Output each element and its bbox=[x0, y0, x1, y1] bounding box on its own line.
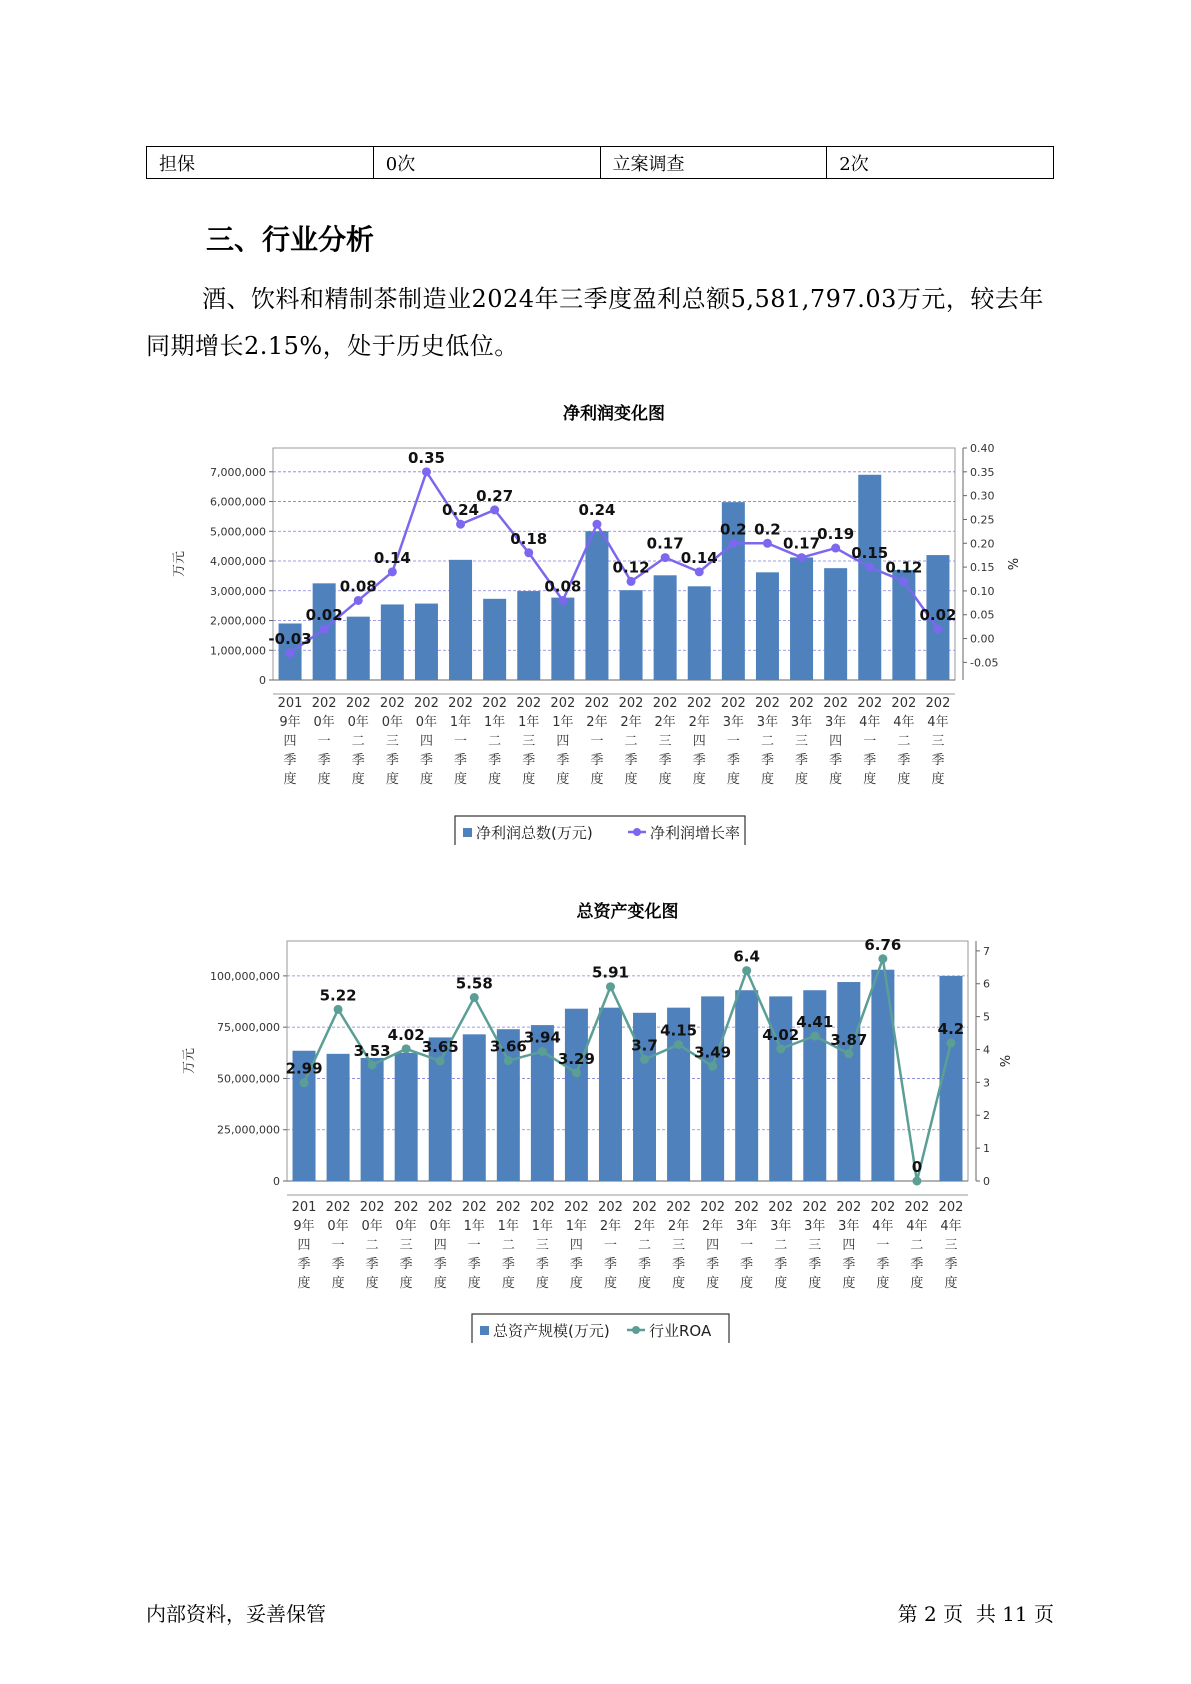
category-label: 202 1年一季度 bbox=[448, 696, 473, 787]
category-label: 202 3年四季度 bbox=[823, 696, 849, 787]
category-label: 202 3年一季度 bbox=[720, 696, 746, 787]
category-label: 202 2年三季度 bbox=[652, 696, 678, 787]
bar bbox=[769, 996, 792, 1181]
left-axis-tick-label: 0 bbox=[259, 674, 266, 687]
right-axis-tick-label: 0.30 bbox=[970, 489, 995, 503]
data-label: -0.03 bbox=[268, 629, 312, 648]
data-label: 0.17 bbox=[783, 534, 821, 553]
data-label: 5.91 bbox=[591, 963, 629, 982]
data-label: 6.76 bbox=[864, 935, 902, 954]
right-axis-tick-label: 0 bbox=[983, 1175, 990, 1188]
left-axis-tick-label: 0 bbox=[273, 1175, 280, 1188]
category-label: 202 4年三季度 bbox=[938, 1200, 964, 1291]
line-point bbox=[592, 520, 601, 529]
category-label: 202 0年一季度 bbox=[311, 696, 337, 787]
category-label: 202 0年四季度 bbox=[414, 696, 439, 787]
data-label: 0.02 bbox=[305, 606, 343, 625]
category-label: 202 1年二季度 bbox=[482, 696, 508, 787]
left-axis-label: 万元 bbox=[182, 1047, 197, 1075]
data-label: 0.24 bbox=[578, 501, 616, 520]
category-label: 202 4年一季度 bbox=[870, 1200, 896, 1291]
category-label: 202 4年二季度 bbox=[904, 1200, 930, 1291]
bar bbox=[858, 475, 881, 680]
right-axis-tick-label: 0.40 bbox=[970, 442, 995, 455]
data-label: 2.99 bbox=[285, 1059, 323, 1078]
bar bbox=[551, 598, 574, 680]
legend-bar-swatch bbox=[480, 1326, 489, 1335]
net-profit-chart-svg bbox=[0, 395, 1191, 845]
right-axis-tick-label: 2 bbox=[983, 1109, 990, 1123]
chart-title: 总资产变化图 bbox=[576, 902, 679, 922]
left-axis-tick-label: 7,000,000 bbox=[210, 465, 266, 479]
category-label: 202 0年一季度 bbox=[325, 1200, 351, 1291]
data-label: 0.02 bbox=[919, 606, 957, 625]
category-label: 202 3年二季度 bbox=[768, 1200, 794, 1291]
line-point bbox=[742, 966, 751, 975]
line-point bbox=[878, 954, 887, 963]
bar bbox=[565, 1009, 588, 1181]
bar bbox=[327, 1054, 350, 1181]
category-label: 202 2年二季度 bbox=[618, 696, 644, 787]
legend-bar-swatch bbox=[463, 828, 472, 837]
right-axis-tick-label: 5 bbox=[983, 1010, 990, 1024]
category-label: 202 2年一季度 bbox=[584, 696, 610, 787]
line-point bbox=[286, 648, 295, 657]
right-axis-tick-label: 0.05 bbox=[970, 608, 995, 622]
category-label: 202 1年二季度 bbox=[495, 1200, 521, 1291]
right-axis-tick-label: 4 bbox=[983, 1043, 990, 1057]
bar bbox=[871, 970, 894, 1181]
data-label: 0.17 bbox=[646, 534, 684, 553]
data-label: 0.19 bbox=[817, 525, 855, 544]
right-axis-tick-label: 0.35 bbox=[970, 465, 995, 479]
data-label: 0.12 bbox=[612, 558, 650, 577]
line-point bbox=[354, 596, 363, 605]
right-axis-tick-label: 0.15 bbox=[970, 561, 995, 575]
table-cell-guarantee-value: 0次 bbox=[373, 147, 600, 179]
data-label: 0.27 bbox=[476, 486, 514, 505]
bar bbox=[688, 586, 711, 680]
category-label: 201 9年四季度 bbox=[291, 1200, 317, 1291]
bar bbox=[415, 604, 438, 680]
data-label: 0.14 bbox=[680, 548, 718, 567]
line-point bbox=[470, 993, 479, 1002]
category-label: 202 3年三季度 bbox=[789, 696, 814, 787]
line-point bbox=[334, 1005, 343, 1014]
right-axis-tick-label: 0.20 bbox=[970, 537, 995, 551]
data-label: 4.02 bbox=[387, 1025, 425, 1044]
category-label: 202 4年三季度 bbox=[925, 696, 951, 787]
footer-confidential-note: 内部资料，妥善保管 bbox=[146, 1602, 326, 1626]
left-axis-tick-label: 5,000,000 bbox=[210, 525, 266, 539]
legend-line-label: 净利润增长率 bbox=[650, 824, 741, 842]
category-label: 202 2年一季度 bbox=[598, 1200, 623, 1291]
left-axis-tick-label: 25,000,000 bbox=[217, 1123, 280, 1137]
data-label: 3.49 bbox=[694, 1043, 732, 1062]
line-point bbox=[776, 1044, 785, 1053]
line-point bbox=[661, 553, 670, 562]
line-point bbox=[933, 625, 942, 634]
bar bbox=[654, 575, 677, 680]
data-label: 0.35 bbox=[407, 448, 445, 467]
line-point bbox=[674, 1040, 683, 1049]
analysis-paragraph: 酒、饮料和精制茶制造业2024年三季度盈利总额5,581,797.03万元，较去年同期增长2.15%，处于历史低位。 bbox=[146, 285, 1044, 360]
section-title: 三、行业分析 bbox=[206, 223, 375, 256]
line-point bbox=[912, 1177, 921, 1186]
data-label: 0.08 bbox=[339, 577, 377, 596]
bar bbox=[701, 996, 724, 1181]
category-label: 202 1年三季度 bbox=[529, 1200, 555, 1291]
bar bbox=[463, 1034, 486, 1181]
right-axis-label: % bbox=[996, 1054, 1011, 1068]
bar bbox=[620, 590, 643, 680]
right-axis-label: % bbox=[1004, 557, 1019, 571]
left-axis-tick-label: 1,000,000 bbox=[210, 644, 266, 658]
category-label: 202 3年二季度 bbox=[755, 696, 780, 787]
left-axis-tick-label: 3,000,000 bbox=[210, 584, 266, 598]
bar bbox=[483, 599, 506, 680]
line-point bbox=[300, 1078, 309, 1087]
line-point bbox=[572, 1068, 581, 1077]
category-label: 202 0年四季度 bbox=[427, 1200, 453, 1291]
category-label: 202 1年一季度 bbox=[461, 1200, 487, 1291]
bar bbox=[735, 990, 758, 1181]
line-point bbox=[810, 1032, 819, 1041]
line-point bbox=[695, 567, 704, 576]
legend-line-marker bbox=[632, 1326, 640, 1334]
data-label: 3.53 bbox=[353, 1041, 391, 1060]
line-point bbox=[844, 1049, 853, 1058]
right-axis-tick-label: 0.00 bbox=[970, 632, 995, 646]
line-point bbox=[320, 625, 329, 634]
line-point bbox=[899, 577, 908, 586]
line-point bbox=[763, 539, 772, 548]
legend-line-marker bbox=[633, 828, 641, 836]
line-point bbox=[606, 982, 615, 991]
right-axis-tick-label: 7 bbox=[983, 944, 990, 958]
line-point bbox=[538, 1047, 547, 1056]
bar bbox=[381, 604, 404, 680]
data-label: 0 bbox=[911, 1158, 923, 1176]
right-axis-tick-label: 0.25 bbox=[970, 513, 995, 527]
bar bbox=[790, 557, 813, 680]
data-label: 3.87 bbox=[830, 1030, 868, 1049]
line-point bbox=[729, 539, 738, 548]
data-label: 4.2 bbox=[937, 1019, 965, 1038]
data-label: 0.18 bbox=[510, 529, 548, 548]
data-label: 4.41 bbox=[796, 1013, 834, 1032]
line-point bbox=[524, 548, 533, 557]
category-label: 202 3年三季度 bbox=[802, 1200, 828, 1291]
data-label: 0.08 bbox=[544, 577, 582, 596]
bar bbox=[824, 568, 847, 680]
data-label: 4.02 bbox=[762, 1025, 800, 1044]
line-point bbox=[402, 1044, 411, 1053]
risk-info-table bbox=[146, 146, 1054, 179]
category-label: 202 2年四季度 bbox=[700, 1200, 726, 1291]
bar bbox=[449, 560, 472, 680]
right-axis-tick-label: -0.05 bbox=[970, 656, 999, 670]
category-label: 202 4年二季度 bbox=[891, 696, 917, 787]
data-label: 4.15 bbox=[660, 1021, 698, 1040]
line-point bbox=[436, 1057, 445, 1066]
line-point bbox=[640, 1055, 649, 1064]
table-cell-investigation-label: 立案调查 bbox=[600, 147, 827, 179]
data-label: 6.4 bbox=[733, 947, 760, 966]
category-label: 202 0年三季度 bbox=[379, 696, 405, 787]
category-label: 202 3年一季度 bbox=[734, 1200, 760, 1291]
category-label: 202 0年二季度 bbox=[359, 1200, 385, 1291]
right-axis-tick-label: 1 bbox=[983, 1142, 990, 1156]
line-point bbox=[708, 1062, 717, 1071]
data-label: 3.94 bbox=[523, 1028, 561, 1047]
data-label: 0.2 bbox=[754, 520, 781, 539]
data-label: 3.66 bbox=[489, 1037, 527, 1056]
right-axis-tick-label: 6 bbox=[983, 977, 990, 991]
net-profit-chart bbox=[0, 395, 1191, 845]
line-point bbox=[797, 553, 806, 562]
bar bbox=[395, 1053, 418, 1181]
data-label: 0.14 bbox=[373, 548, 411, 567]
line-point bbox=[456, 520, 465, 529]
line-point bbox=[422, 467, 431, 476]
data-label: 3.65 bbox=[421, 1038, 459, 1056]
category-label: 202 0年二季度 bbox=[345, 696, 371, 787]
category-label: 202 2年三季度 bbox=[666, 1200, 691, 1291]
bar bbox=[585, 531, 608, 680]
category-label: 202 4年一季度 bbox=[857, 696, 883, 787]
table-cell-investigation-value: 2次 bbox=[827, 147, 1054, 179]
data-label: 0.24 bbox=[442, 501, 480, 520]
total-assets-chart bbox=[0, 893, 1191, 1343]
left-axis-tick-label: 6,000,000 bbox=[210, 495, 266, 509]
left-axis-tick-label: 100,000,000 bbox=[210, 969, 280, 983]
legend-bar-label: 总资产规模(万元) bbox=[493, 1322, 610, 1340]
right-axis-tick-label: 3 bbox=[983, 1076, 990, 1090]
data-label: 3.7 bbox=[631, 1036, 658, 1055]
total-assets-chart-svg bbox=[0, 893, 1191, 1343]
left-axis-tick-label: 4,000,000 bbox=[210, 555, 266, 569]
bar bbox=[361, 1058, 384, 1181]
right-axis-tick-label: 0.10 bbox=[970, 584, 995, 598]
line-point bbox=[504, 1056, 513, 1065]
bar bbox=[756, 572, 779, 680]
data-label: 5.58 bbox=[455, 974, 493, 993]
data-label: 0.2 bbox=[720, 520, 747, 539]
category-label: 202 1年四季度 bbox=[564, 1200, 589, 1291]
data-label: 5.22 bbox=[319, 986, 357, 1005]
table-cell-guarantee-label: 担保 bbox=[147, 147, 374, 179]
line-point bbox=[831, 544, 840, 553]
table-row bbox=[147, 147, 1054, 179]
left-axis-tick-label: 50,000,000 bbox=[217, 1072, 280, 1086]
left-axis-tick-label: 75,000,000 bbox=[217, 1021, 280, 1035]
line-point bbox=[865, 563, 874, 572]
line-point bbox=[368, 1060, 377, 1069]
bar bbox=[892, 570, 915, 680]
data-label: 0.12 bbox=[885, 558, 923, 577]
category-label: 202 2年四季度 bbox=[686, 696, 712, 787]
left-axis-tick-label: 2,000,000 bbox=[210, 614, 266, 628]
bar bbox=[837, 982, 860, 1181]
legend-line-label: 行业ROA bbox=[649, 1322, 712, 1340]
bar bbox=[347, 617, 370, 680]
category-label: 202 0年三季度 bbox=[393, 1200, 419, 1291]
bar bbox=[517, 591, 540, 680]
line-point bbox=[490, 505, 499, 514]
left-axis-label: 万元 bbox=[172, 550, 187, 578]
data-label: 0.15 bbox=[851, 544, 889, 563]
line-point bbox=[946, 1038, 955, 1047]
category-label: 201 9年四季度 bbox=[277, 696, 303, 787]
legend-bar-label: 净利润总数(万元) bbox=[476, 824, 593, 842]
category-label: 202 3年四季度 bbox=[836, 1200, 862, 1291]
line-point bbox=[558, 596, 567, 605]
line-point bbox=[388, 567, 397, 576]
footer-page-number: 第 2 页 共 11 页 bbox=[897, 1602, 1054, 1626]
category-label: 202 1年三季度 bbox=[516, 696, 542, 787]
bar bbox=[599, 1008, 622, 1181]
chart-title: 净利润变化图 bbox=[563, 404, 665, 424]
category-label: 202 1年四季度 bbox=[550, 696, 576, 787]
category-label: 202 2年二季度 bbox=[632, 1200, 657, 1291]
data-label: 3.29 bbox=[557, 1049, 595, 1068]
line-point bbox=[627, 577, 636, 586]
